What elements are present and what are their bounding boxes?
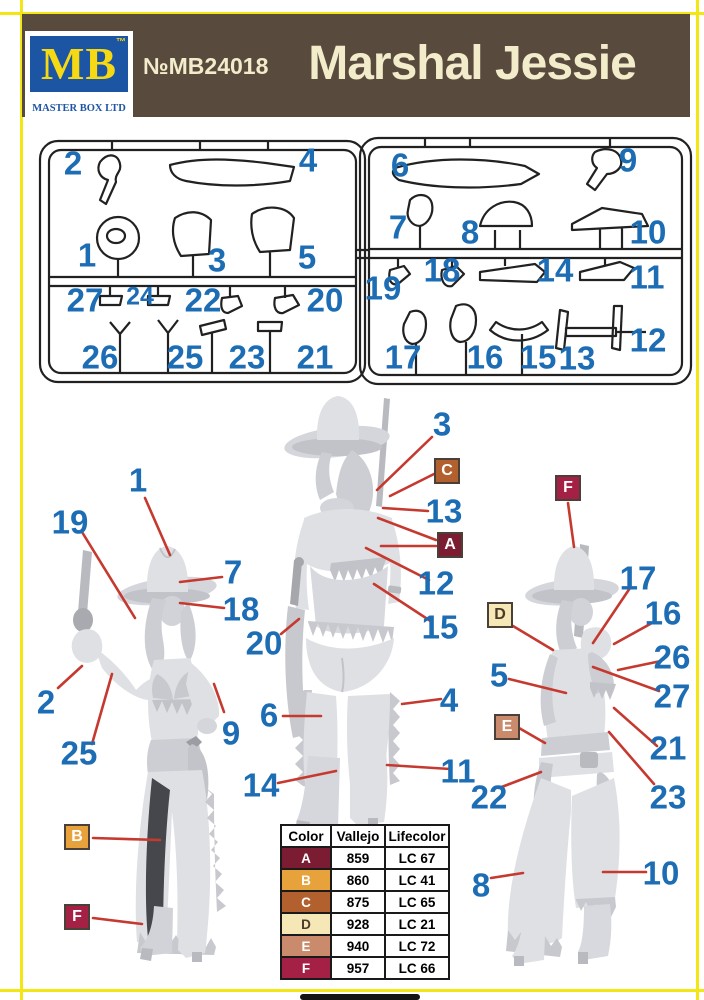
part-number: 24	[126, 282, 154, 311]
callout-number: 27	[653, 677, 691, 715]
figure-back-view	[283, 396, 402, 832]
paint-swatch-c: C	[434, 458, 460, 484]
callout-number: 25	[60, 734, 98, 772]
part-number: 17	[384, 338, 422, 376]
callout-number: 23	[649, 778, 687, 816]
callout-number: 20	[245, 624, 283, 662]
part-number: 4	[298, 141, 318, 179]
callout-number: 16	[644, 594, 682, 632]
figure-side-view	[506, 544, 620, 966]
callout-number: 22	[470, 778, 508, 816]
paint-swatch-f: F	[64, 904, 90, 930]
callout-number: 11	[440, 752, 476, 790]
callout-number: 26	[653, 638, 691, 676]
part-number: 21	[296, 338, 334, 376]
part-number: 2	[63, 144, 83, 182]
part-number: 23	[228, 338, 266, 376]
callout-number: 8	[471, 866, 491, 904]
part-number: 15	[519, 338, 557, 376]
callout-number: 13	[425, 492, 463, 530]
part-number: 6	[390, 146, 410, 184]
part-number: 3	[207, 241, 227, 279]
logo-mb-letters: MB	[40, 38, 118, 89]
trademark-symbol: ™	[116, 37, 126, 48]
part-number: 22	[184, 281, 222, 319]
part-number: 16	[466, 338, 504, 376]
paint-swatch-d: D	[487, 602, 513, 628]
product-number: №MB24018	[143, 53, 269, 79]
paint-swatch-b: B	[64, 824, 90, 850]
column-header-color: Color	[281, 825, 331, 847]
part-number: 5	[297, 238, 317, 276]
color-cell: F	[281, 957, 331, 979]
lifecolor-cell: LC 72	[385, 935, 449, 957]
table-header-row	[281, 825, 449, 847]
vallejo-cell: 928	[331, 913, 385, 935]
part-number: 8	[460, 213, 480, 251]
callout-number: 21	[649, 729, 687, 767]
part-number: 11	[629, 258, 665, 296]
vallejo-cell: 860	[331, 869, 385, 891]
part-number: 14	[536, 251, 574, 289]
color-cell: D	[281, 913, 331, 935]
callout-number: 7	[223, 553, 243, 591]
callout-number: 15	[421, 608, 459, 646]
paint-swatch-a: A	[437, 532, 463, 558]
callout-number: 17	[619, 559, 657, 597]
part-number: 26	[81, 338, 119, 376]
part-number: 1	[77, 236, 97, 274]
part-number: 19	[364, 269, 402, 307]
callout-number: 10	[642, 854, 680, 892]
lifecolor-cell: LC 65	[385, 891, 449, 913]
callout-number: 14	[242, 766, 280, 804]
table-row	[281, 913, 449, 935]
table-row	[281, 957, 449, 979]
page-edge-mark	[300, 994, 420, 1000]
lifecolor-cell: LC 66	[385, 957, 449, 979]
part-number: 7	[388, 208, 408, 246]
callout-number: 5	[489, 656, 509, 694]
callout-number: 18	[222, 590, 260, 628]
callout-number: 12	[417, 564, 455, 602]
kit-title: Marshal Jessie	[308, 37, 636, 90]
vallejo-cell: 940	[331, 935, 385, 957]
lifecolor-cell: LC 67	[385, 847, 449, 869]
part-number: 20	[306, 281, 344, 319]
table-row	[281, 847, 449, 869]
vallejo-cell: 859	[331, 847, 385, 869]
callout-number: 19	[51, 503, 89, 541]
color-cell: E	[281, 935, 331, 957]
vallejo-cell: 875	[331, 891, 385, 913]
vallejo-cell: 957	[331, 957, 385, 979]
color-cell: B	[281, 869, 331, 891]
color-cell: A	[281, 847, 331, 869]
paint-swatch-e: E	[494, 714, 520, 740]
part-number: 27	[66, 281, 104, 319]
callout-number: 1	[128, 461, 148, 499]
callout-number: 3	[432, 405, 452, 443]
part-number: 25	[166, 338, 204, 376]
lifecolor-cell: LC 41	[385, 869, 449, 891]
part-number: 13	[558, 339, 596, 377]
color-cell: C	[281, 891, 331, 913]
callout-number: 6	[259, 696, 279, 734]
part-number: 12	[629, 321, 667, 359]
column-header-vallejo: Vallejo	[331, 825, 385, 847]
callout-number: 2	[36, 683, 56, 721]
paint-swatch-f: F	[555, 475, 581, 501]
table-row	[281, 935, 449, 957]
column-header-lifecolor: Lifecolor	[385, 825, 449, 847]
part-number: 9	[618, 141, 638, 179]
lifecolor-cell: LC 21	[385, 913, 449, 935]
part-number: 10	[629, 213, 667, 251]
part-number: 18	[423, 251, 461, 289]
paint-reference-table	[280, 824, 450, 980]
table-row	[281, 869, 449, 891]
callout-number: 9	[221, 714, 241, 752]
callout-number: 4	[439, 681, 459, 719]
logo-company-name: MASTER BOX LTD	[32, 103, 126, 114]
table-row	[281, 891, 449, 913]
